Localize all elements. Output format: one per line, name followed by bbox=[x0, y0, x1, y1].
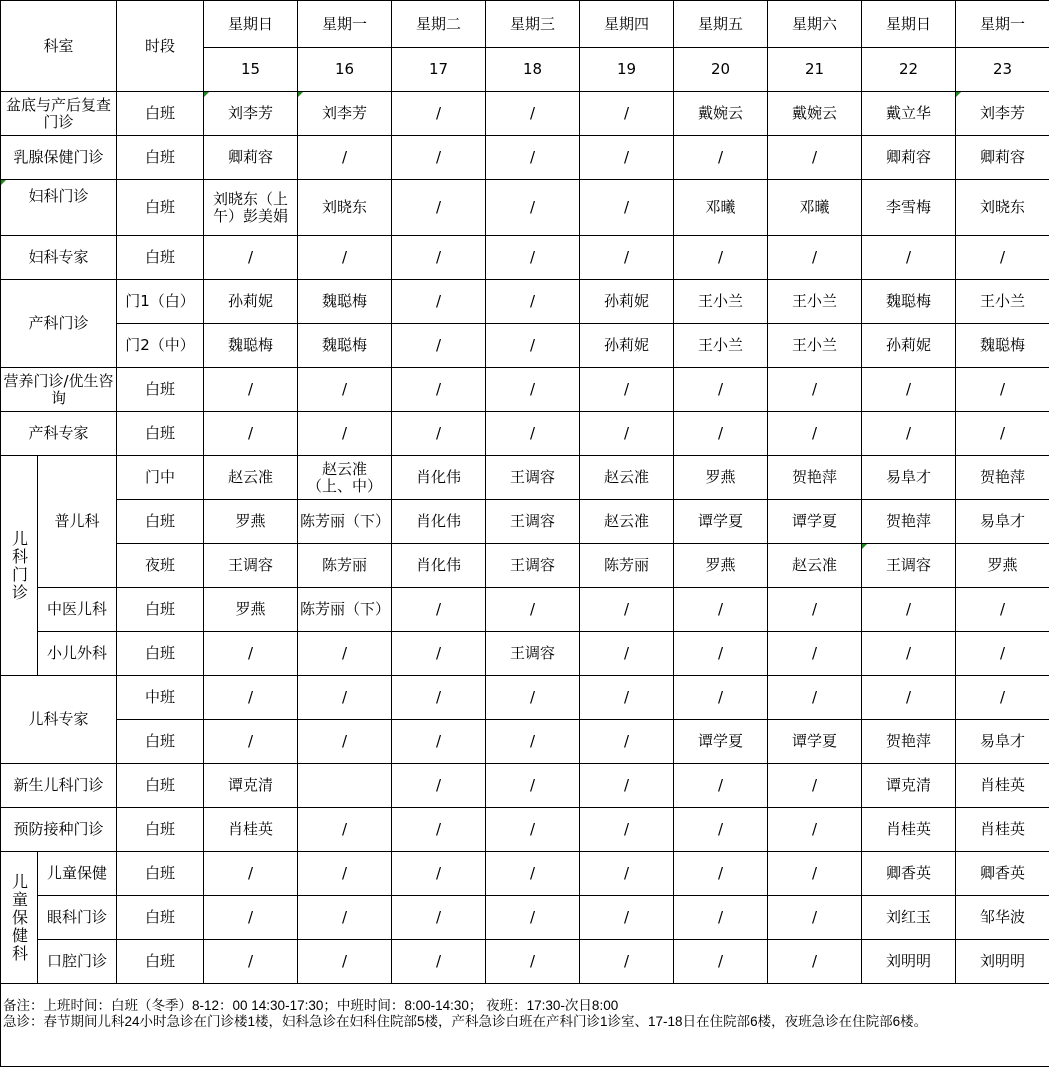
schedule-cell[interactable]: 卿香英 bbox=[862, 852, 956, 896]
shift-label[interactable]: 夜班 bbox=[117, 544, 204, 588]
shift-label[interactable]: 白班 bbox=[117, 180, 204, 236]
schedule-row bbox=[1, 544, 1049, 588]
schedule-cell[interactable]: / bbox=[392, 180, 486, 236]
schedule-cell[interactable]: / bbox=[580, 136, 674, 180]
shift-label[interactable]: 白班 bbox=[117, 236, 204, 280]
schedule-cell[interactable]: 陈芳丽（下） bbox=[298, 588, 392, 632]
schedule-cell[interactable]: / bbox=[768, 676, 862, 720]
schedule-cell[interactable]: 王调容 bbox=[862, 544, 956, 588]
schedule-cell[interactable]: 孙莉妮 bbox=[580, 324, 674, 368]
schedule-cell[interactable]: 王小兰 bbox=[674, 280, 768, 324]
schedule-cell[interactable]: / bbox=[392, 896, 486, 940]
schedule-cell[interactable]: / bbox=[580, 940, 674, 984]
schedule-cell[interactable]: 刘李芳 bbox=[298, 92, 392, 136]
schedule-cell[interactable]: / bbox=[580, 632, 674, 676]
schedule-cell[interactable]: / bbox=[392, 764, 486, 808]
schedule-cell[interactable]: 孙莉妮 bbox=[580, 280, 674, 324]
schedule-cell[interactable]: / bbox=[674, 588, 768, 632]
schedule-cell[interactable]: 易阜才 bbox=[862, 456, 956, 500]
department-label[interactable]: 营养门诊/优生咨询 bbox=[1, 368, 117, 412]
schedule-cell[interactable]: / bbox=[486, 236, 580, 280]
schedule-cell[interactable]: 肖桂英 bbox=[956, 808, 1049, 852]
shift-label[interactable]: 白班 bbox=[117, 92, 204, 136]
schedule-cell[interactable]: 卿莉容 bbox=[862, 136, 956, 180]
schedule-cell[interactable]: 王小兰 bbox=[956, 280, 1049, 324]
department-label[interactable]: 盆底与产后复查门诊 bbox=[1, 92, 117, 136]
date-header[interactable]: 19 bbox=[580, 48, 674, 92]
date-header[interactable]: 17 bbox=[392, 48, 486, 92]
shift-label[interactable]: 白班 bbox=[117, 940, 204, 984]
date-header[interactable]: 23 bbox=[956, 48, 1049, 92]
schedule-cell[interactable]: / bbox=[392, 280, 486, 324]
schedule-cell[interactable]: 赵云准 bbox=[580, 456, 674, 500]
schedule-cell[interactable]: / bbox=[768, 588, 862, 632]
sub-department-label[interactable]: 普儿科 bbox=[38, 456, 117, 588]
shift-label[interactable]: 白班 bbox=[117, 896, 204, 940]
schedule-cell[interactable]: / bbox=[580, 92, 674, 136]
schedule-cell[interactable]: 赵云准（上、中） bbox=[298, 456, 392, 500]
schedule-cell[interactable]: / bbox=[768, 808, 862, 852]
shift-label[interactable]: 门2（中） bbox=[117, 324, 204, 368]
schedule-cell[interactable]: / bbox=[486, 280, 580, 324]
schedule-cell[interactable]: / bbox=[298, 136, 392, 180]
schedule-cell[interactable]: / bbox=[674, 764, 768, 808]
schedule-cell[interactable]: / bbox=[768, 940, 862, 984]
schedule-cell[interactable]: / bbox=[486, 588, 580, 632]
schedule-cell[interactable]: 贺艳萍 bbox=[862, 720, 956, 764]
schedule-cell[interactable]: 肖桂英 bbox=[956, 764, 1049, 808]
shift-label[interactable]: 白班 bbox=[117, 632, 204, 676]
schedule-cell[interactable]: 王调容 bbox=[486, 500, 580, 544]
shift-label[interactable]: 门1（白） bbox=[117, 280, 204, 324]
weekday-header[interactable]: 星期四 bbox=[580, 1, 674, 48]
schedule-cell[interactable]: / bbox=[392, 852, 486, 896]
schedule-cell[interactable]: / bbox=[486, 764, 580, 808]
schedule-cell[interactable]: / bbox=[298, 852, 392, 896]
schedule-cell[interactable]: / bbox=[580, 588, 674, 632]
schedule-row bbox=[1, 236, 1049, 280]
schedule-cell[interactable]: / bbox=[768, 632, 862, 676]
weekday-header[interactable]: 星期日 bbox=[862, 1, 956, 48]
schedule-cell[interactable]: 王小兰 bbox=[674, 324, 768, 368]
schedule-cell[interactable]: 肖化伟 bbox=[392, 456, 486, 500]
schedule-cell[interactable]: / bbox=[486, 720, 580, 764]
schedule-cell[interactable]: 贺艳萍 bbox=[768, 456, 862, 500]
schedule-cell[interactable]: 罗燕 bbox=[204, 500, 298, 544]
shift-label[interactable]: 白班 bbox=[117, 412, 204, 456]
schedule-cell[interactable]: 卿莉容 bbox=[204, 136, 298, 180]
schedule-cell[interactable]: / bbox=[674, 136, 768, 180]
schedule-cell[interactable]: / bbox=[486, 324, 580, 368]
schedule-cell[interactable]: / bbox=[768, 412, 862, 456]
shift-header[interactable]: 时段 bbox=[117, 1, 204, 92]
sub-department-label[interactable]: 小儿外科 bbox=[38, 632, 117, 676]
shift-label[interactable]: 白班 bbox=[117, 500, 204, 544]
schedule-row bbox=[1, 588, 1049, 632]
schedule-cell[interactable]: 刘晓东 bbox=[956, 180, 1049, 236]
schedule-cell[interactable]: / bbox=[580, 764, 674, 808]
note-line: 急诊：春节期间儿科24小时急诊在门诊楼1楼，妇科急诊在妇科住院部5楼，产科急诊白班在产科门诊1诊室、17-18日在住院部6楼，夜班急诊在住院部6楼。 bbox=[3, 1014, 928, 1029]
schedule-cell[interactable]: / bbox=[956, 368, 1049, 412]
schedule-cell[interactable]: / bbox=[580, 720, 674, 764]
schedule-row bbox=[1, 324, 1049, 368]
schedule-cell[interactable]: / bbox=[486, 180, 580, 236]
date-header[interactable]: 15 bbox=[204, 48, 298, 92]
header-row-weekdays bbox=[1, 1, 1049, 48]
schedule-cell[interactable]: / bbox=[674, 412, 768, 456]
schedule-cell[interactable]: 戴婉云 bbox=[768, 92, 862, 136]
schedule-row bbox=[1, 896, 1049, 940]
schedule-cell[interactable]: 刘明明 bbox=[862, 940, 956, 984]
schedule-cell[interactable]: / bbox=[580, 180, 674, 236]
schedule-cell[interactable]: / bbox=[862, 632, 956, 676]
schedule-cell[interactable]: / bbox=[298, 236, 392, 280]
schedule-cell[interactable]: / bbox=[862, 236, 956, 280]
department-label[interactable]: 妇科专家 bbox=[1, 236, 117, 280]
schedule-cell[interactable]: / bbox=[674, 632, 768, 676]
sub-department-label[interactable]: 儿童保健 bbox=[38, 852, 117, 896]
schedule-cell[interactable]: / bbox=[956, 632, 1049, 676]
weekday-header[interactable]: 星期一 bbox=[298, 1, 392, 48]
schedule-cell[interactable]: / bbox=[862, 588, 956, 632]
date-header[interactable]: 22 bbox=[862, 48, 956, 92]
schedule-cell[interactable]: / bbox=[204, 632, 298, 676]
schedule-row bbox=[1, 368, 1049, 412]
schedule-row bbox=[1, 808, 1049, 852]
schedule-cell[interactable]: / bbox=[862, 368, 956, 412]
date-header[interactable]: 21 bbox=[768, 48, 862, 92]
schedule-cell[interactable]: / bbox=[674, 940, 768, 984]
department-label[interactable]: 预防接种门诊 bbox=[1, 808, 117, 852]
schedule-cell[interactable]: / bbox=[580, 896, 674, 940]
note-line: 备注：上班时间：白班（冬季）8-12：00 14:30-17:30；中班时间：8:00-14:30； 夜班：17:30-次日8:00 bbox=[3, 998, 619, 1013]
schedule-cell[interactable]: / bbox=[204, 720, 298, 764]
comment-marker-icon bbox=[204, 92, 209, 97]
schedule-cell[interactable]: / bbox=[674, 676, 768, 720]
schedule-cell[interactable]: / bbox=[580, 412, 674, 456]
department-label[interactable]: 新生儿科门诊 bbox=[1, 764, 117, 808]
department-group-label[interactable]: 儿童保健科 bbox=[1, 852, 38, 984]
schedule-cell[interactable]: 魏聪梅 bbox=[956, 324, 1049, 368]
shift-label[interactable]: 白班 bbox=[117, 852, 204, 896]
schedule-row bbox=[1, 632, 1049, 676]
schedule-cell[interactable]: 王小兰 bbox=[768, 280, 862, 324]
schedule-cell[interactable]: 戴立华 bbox=[862, 92, 956, 136]
schedule-cell[interactable]: 刘李芳 bbox=[956, 92, 1049, 136]
schedule-row bbox=[1, 720, 1049, 764]
schedule-row bbox=[1, 852, 1049, 896]
notes bbox=[1, 984, 1049, 1067]
schedule-cell[interactable]: / bbox=[674, 236, 768, 280]
schedule-cell[interactable]: 肖桂英 bbox=[862, 808, 956, 852]
schedule-cell[interactable]: 邓曦 bbox=[674, 180, 768, 236]
schedule-cell[interactable]: 谭学夏 bbox=[768, 500, 862, 544]
schedule-cell[interactable]: 刘晓东 bbox=[298, 180, 392, 236]
schedule-cell[interactable]: / bbox=[768, 368, 862, 412]
notes-row bbox=[1, 984, 1049, 1067]
shift-label[interactable]: 白班 bbox=[117, 588, 204, 632]
dept-header[interactable]: 科室 bbox=[1, 1, 117, 92]
date-header[interactable]: 16 bbox=[298, 48, 392, 92]
schedule-cell[interactable]: 谭克清 bbox=[204, 764, 298, 808]
schedule-row bbox=[1, 92, 1049, 136]
schedule-cell[interactable]: 陈芳丽 bbox=[580, 544, 674, 588]
schedule-cell[interactable]: / bbox=[862, 676, 956, 720]
schedule-row bbox=[1, 764, 1049, 808]
schedule-cell[interactable]: 魏聪梅 bbox=[862, 280, 956, 324]
schedule-cell[interactable]: / bbox=[392, 720, 486, 764]
schedule-cell[interactable]: / bbox=[580, 852, 674, 896]
schedule-cell[interactable]: / bbox=[486, 940, 580, 984]
schedule-cell[interactable]: 王小兰 bbox=[768, 324, 862, 368]
schedule-cell[interactable]: / bbox=[298, 940, 392, 984]
weekday-header[interactable]: 星期二 bbox=[392, 1, 486, 48]
schedule-cell[interactable]: 李雪梅 bbox=[862, 180, 956, 236]
department-label[interactable]: 乳腺保健门诊 bbox=[1, 136, 117, 180]
schedule-cell[interactable]: / bbox=[298, 368, 392, 412]
department-label[interactable]: 产科门诊 bbox=[1, 280, 117, 368]
schedule-row bbox=[1, 456, 1049, 500]
schedule-cell[interactable]: 戴婉云 bbox=[674, 92, 768, 136]
schedule-cell[interactable] bbox=[298, 764, 392, 808]
schedule-row bbox=[1, 676, 1049, 720]
schedule-cell[interactable]: / bbox=[580, 236, 674, 280]
schedule-cell[interactable]: / bbox=[956, 588, 1049, 632]
schedule-cell[interactable]: / bbox=[768, 896, 862, 940]
schedule-cell[interactable]: 陈芳丽 bbox=[298, 544, 392, 588]
schedule-cell[interactable]: 易阜才 bbox=[956, 720, 1049, 764]
schedule-cell[interactable]: 魏聪梅 bbox=[204, 324, 298, 368]
schedule-cell[interactable]: / bbox=[580, 808, 674, 852]
schedule-cell[interactable]: / bbox=[298, 896, 392, 940]
weekday-header[interactable]: 星期六 bbox=[768, 1, 862, 48]
schedule-cell[interactable]: 谭学夏 bbox=[674, 500, 768, 544]
schedule-cell[interactable]: / bbox=[298, 632, 392, 676]
schedule-cell[interactable]: / bbox=[956, 676, 1049, 720]
schedule-cell[interactable]: 罗燕 bbox=[204, 588, 298, 632]
schedule-cell[interactable]: 肖化伟 bbox=[392, 544, 486, 588]
schedule-cell[interactable]: / bbox=[392, 632, 486, 676]
schedule-cell[interactable]: 谭学夏 bbox=[674, 720, 768, 764]
schedule-cell[interactable]: 魏聪梅 bbox=[298, 324, 392, 368]
schedule-cell[interactable]: 赵云准 bbox=[204, 456, 298, 500]
schedule-cell[interactable]: / bbox=[580, 368, 674, 412]
schedule-cell[interactable]: / bbox=[674, 368, 768, 412]
shift-label[interactable]: 白班 bbox=[117, 136, 204, 180]
schedule-cell[interactable]: 谭学夏 bbox=[768, 720, 862, 764]
schedule-cell[interactable]: / bbox=[204, 368, 298, 412]
schedule-cell[interactable]: / bbox=[486, 136, 580, 180]
department-label[interactable]: 产科专家 bbox=[1, 412, 117, 456]
schedule-cell[interactable]: / bbox=[298, 676, 392, 720]
schedule-row bbox=[1, 136, 1049, 180]
department-label[interactable]: 妇科门诊 bbox=[1, 180, 117, 236]
schedule-cell[interactable]: 肖桂英 bbox=[204, 808, 298, 852]
schedule-cell[interactable]: / bbox=[204, 896, 298, 940]
schedule-cell[interactable]: / bbox=[392, 676, 486, 720]
schedule-cell[interactable]: / bbox=[768, 236, 862, 280]
weekday-header[interactable]: 星期日 bbox=[204, 1, 298, 48]
schedule-cell[interactable]: 刘晓东（上午）彭美娟 bbox=[204, 180, 298, 236]
date-header[interactable]: 20 bbox=[674, 48, 768, 92]
weekday-header[interactable]: 星期三 bbox=[486, 1, 580, 48]
comment-marker-icon bbox=[956, 92, 961, 97]
schedule-cell[interactable]: / bbox=[392, 368, 486, 412]
schedule-cell[interactable]: 罗燕 bbox=[674, 544, 768, 588]
schedule-row bbox=[1, 180, 1049, 236]
schedule-cell[interactable]: 贺艳萍 bbox=[862, 500, 956, 544]
schedule-cell[interactable]: 肖化伟 bbox=[392, 500, 486, 544]
comment-marker-icon bbox=[862, 544, 867, 549]
schedule-cell[interactable]: 卿香英 bbox=[956, 852, 1049, 896]
schedule-cell[interactable]: / bbox=[768, 764, 862, 808]
schedule-cell[interactable]: 卿莉容 bbox=[956, 136, 1049, 180]
schedule-cell[interactable]: 王调容 bbox=[204, 544, 298, 588]
schedule-cell[interactable]: 刘李芳 bbox=[204, 92, 298, 136]
schedule-cell[interactable]: 刘明明 bbox=[956, 940, 1049, 984]
schedule-cell[interactable]: / bbox=[486, 852, 580, 896]
schedule-cell[interactable]: 谭克清 bbox=[862, 764, 956, 808]
schedule-cell[interactable]: / bbox=[486, 412, 580, 456]
sub-department-label[interactable]: 中医儿科 bbox=[38, 588, 117, 632]
schedule-cell[interactable]: 刘红玉 bbox=[862, 896, 956, 940]
schedule-cell[interactable]: / bbox=[956, 412, 1049, 456]
schedule-cell[interactable]: 邹华波 bbox=[956, 896, 1049, 940]
date-header[interactable]: 18 bbox=[486, 48, 580, 92]
schedule-cell[interactable]: / bbox=[486, 808, 580, 852]
shift-label[interactable]: 白班 bbox=[117, 368, 204, 412]
schedule-cell[interactable]: 罗燕 bbox=[956, 544, 1049, 588]
schedule-cell[interactable]: / bbox=[392, 136, 486, 180]
schedule-cell[interactable]: 易阜才 bbox=[956, 500, 1049, 544]
comment-marker-icon bbox=[298, 92, 303, 97]
department-group-label[interactable]: 儿科门诊 bbox=[1, 456, 38, 676]
schedule-cell[interactable]: / bbox=[392, 236, 486, 280]
schedule-cell[interactable]: / bbox=[392, 588, 486, 632]
shift-label[interactable]: 门中 bbox=[117, 456, 204, 500]
schedule-cell[interactable]: / bbox=[298, 412, 392, 456]
schedule-cell[interactable]: / bbox=[392, 808, 486, 852]
schedule-cell[interactable]: 王调容 bbox=[486, 544, 580, 588]
schedule-cell[interactable]: / bbox=[392, 412, 486, 456]
shift-label[interactable]: 白班 bbox=[117, 808, 204, 852]
schedule-cell[interactable]: / bbox=[486, 92, 580, 136]
shift-label[interactable]: 白班 bbox=[117, 764, 204, 808]
schedule-cell[interactable]: 罗燕 bbox=[674, 456, 768, 500]
schedule-row bbox=[1, 500, 1049, 544]
schedule-cell[interactable]: / bbox=[862, 412, 956, 456]
schedule-cell[interactable]: / bbox=[204, 676, 298, 720]
schedule-row bbox=[1, 940, 1049, 984]
schedule-cell[interactable]: / bbox=[956, 236, 1049, 280]
schedule-cell[interactable]: / bbox=[768, 852, 862, 896]
schedule-cell[interactable]: 邓曦 bbox=[768, 180, 862, 236]
schedule-row bbox=[1, 280, 1049, 324]
weekday-header[interactable]: 星期五 bbox=[674, 1, 768, 48]
sub-department-label[interactable]: 口腔门诊 bbox=[38, 940, 117, 984]
schedule-cell[interactable]: 孙莉妮 bbox=[862, 324, 956, 368]
schedule-cell[interactable]: / bbox=[674, 896, 768, 940]
schedule-cell[interactable]: / bbox=[392, 940, 486, 984]
schedule-cell[interactable]: 魏聪梅 bbox=[298, 280, 392, 324]
comment-marker-icon bbox=[1, 180, 6, 185]
schedule-cell[interactable]: / bbox=[486, 676, 580, 720]
shift-label[interactable]: 中班 bbox=[117, 676, 204, 720]
schedule-cell[interactable]: / bbox=[392, 92, 486, 136]
weekday-header[interactable]: 星期一 bbox=[956, 1, 1049, 48]
schedule-cell[interactable]: 陈芳丽（下） bbox=[298, 500, 392, 544]
schedule-cell[interactable]: 贺艳萍 bbox=[956, 456, 1049, 500]
shift-label[interactable]: 白班 bbox=[117, 720, 204, 764]
schedule-cell[interactable]: 王调容 bbox=[486, 456, 580, 500]
schedule-cell[interactable]: / bbox=[486, 368, 580, 412]
schedule-cell[interactable]: / bbox=[298, 720, 392, 764]
schedule-cell[interactable]: 王调容 bbox=[486, 632, 580, 676]
sub-department-label[interactable]: 眼科门诊 bbox=[38, 896, 117, 940]
department-label[interactable]: 儿科专家 bbox=[1, 676, 117, 764]
schedule-cell[interactable]: / bbox=[768, 136, 862, 180]
schedule-row bbox=[1, 412, 1049, 456]
schedule-cell[interactable]: / bbox=[486, 896, 580, 940]
schedule-cell[interactable]: / bbox=[204, 940, 298, 984]
schedule-cell[interactable]: 赵云准 bbox=[768, 544, 862, 588]
schedule-cell[interactable]: / bbox=[392, 324, 486, 368]
schedule-cell[interactable]: / bbox=[674, 808, 768, 852]
schedule-cell[interactable]: 孙莉妮 bbox=[204, 280, 298, 324]
schedule-cell[interactable]: / bbox=[298, 808, 392, 852]
schedule-cell[interactable]: / bbox=[580, 676, 674, 720]
schedule-cell[interactable]: / bbox=[204, 236, 298, 280]
schedule-cell[interactable]: / bbox=[674, 852, 768, 896]
schedule-cell[interactable]: 赵云准 bbox=[580, 500, 674, 544]
schedule-cell[interactable]: / bbox=[204, 412, 298, 456]
schedule-cell[interactable]: / bbox=[204, 852, 298, 896]
